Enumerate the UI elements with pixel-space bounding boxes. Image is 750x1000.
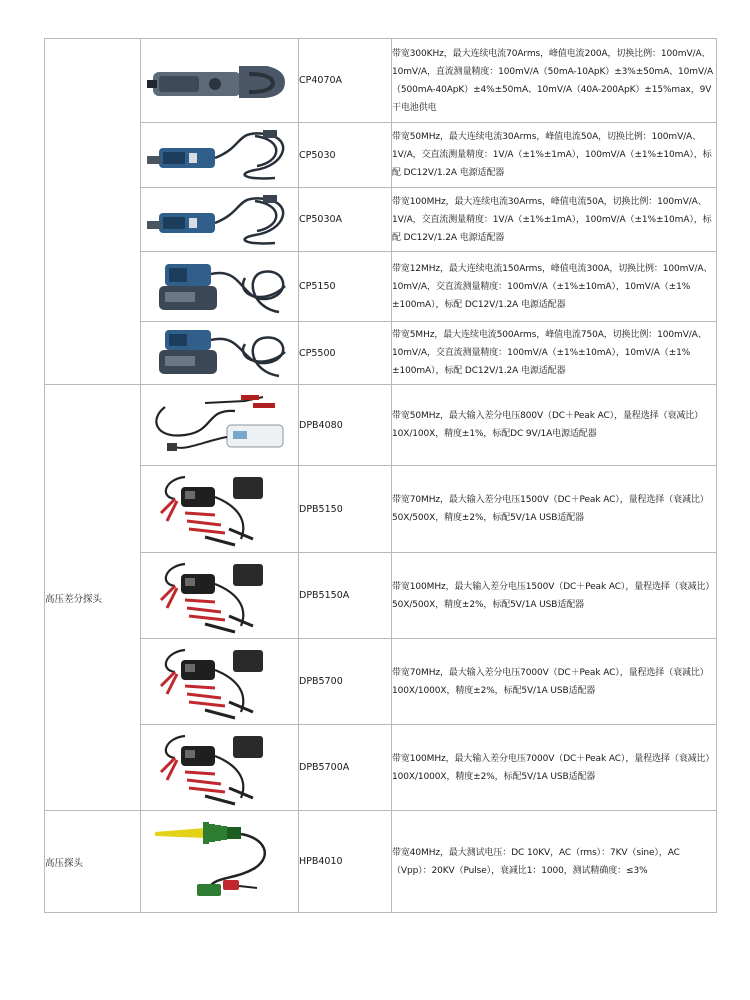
differential-probe-white-icon — [145, 389, 295, 461]
product-image-cell — [141, 553, 299, 639]
model-name: CP5030 — [299, 123, 392, 188]
table-row — [45, 639, 717, 725]
spec-description: 带宽70MHz，最大输入差分电压7000V（DC＋Peak AC），量程选择（衰减比）100X/1000X，精度±2%，标配5V/1A USB适配器 — [392, 639, 717, 725]
differential-probe-black-icon — [145, 642, 295, 722]
model-name: CP5030A — [299, 188, 392, 252]
current-probe-with-cable-icon — [145, 191, 295, 249]
spec-description: 带宽100MHz，最大输入差分电压1500V（DC＋Peak AC），量程选择（衰减比）50X/500X，精度±2%，标配5V/1A USB适配器 — [392, 553, 717, 639]
model-name: CP5500 — [299, 322, 392, 385]
spec-description: 带宽100MHz，最大连续电流30Arms，峰值电流50A，切换比例：100mV/A、1V/A，交直流测量精度：1V/A（±1%±1mA），100mV/A（±1%±10mA），标配 DC12V/1.2A 电源适配器 — [392, 188, 717, 252]
current-clamp-probe-large-icon — [145, 46, 295, 116]
spec-description: 带宽50MHz，最大输入差分电压800V（DC＋Peak AC），量程选择（衰减比）10X/100X，精度±1%，标配DC 9V/1A电源适配器 — [392, 385, 717, 466]
spec-description: 带宽70MHz，最大输入差分电压1500V（DC＋Peak AC），量程选择（衰减比）50X/500X，精度±2%，标配5V/1A USB适配器 — [392, 466, 717, 553]
high-current-probe-icon — [145, 256, 295, 318]
spec-description: 带宽50MHz，最大连续电流30Arms，峰值电流50A，切换比例：100mV/A、1V/A，交直流测量精度：1V/A（±1%±1mA），100mV/A（±1%±10mA），标配 DC12V/1.2A 电源适配器 — [392, 123, 717, 188]
spec-description: 带宽300KHz，最大连续电流70Arms，峰值电流200A，切换比例：100mV/A、10mV/A，直流测量精度：100mV/A（50mA-10ApK）±3%±50mA、10mV/A（500mA-40ApK）±4%±50mA、10mV/A（40A-200ApK）±15%max，9V干电池供电 — [392, 39, 717, 123]
differential-probe-black-icon — [145, 556, 295, 636]
differential-probe-black-icon — [145, 728, 295, 808]
product-image-cell — [141, 322, 299, 385]
category-cell — [45, 39, 141, 385]
high-current-probe-icon — [145, 324, 295, 382]
spec-description: 带宽12MHz，最大连续电流150Arms，峰值电流300A，切换比例：100mV/A、10mV/A，交直流测量精度：100mV/A（±1%±10mA），10mV/A（±1%±100mA），标配 DC12V/1.2A 电源适配器 — [392, 252, 717, 322]
product-image-cell — [141, 811, 299, 913]
spec-description: 带宽40MHz，最大测试电压：DC 10KV，AC（rms）：7KV（sine），AC（Vpp）：20KV（Pulse），衰减比1：1000，测试精确度：≤3% — [392, 811, 717, 913]
table-row — [45, 811, 717, 913]
table-row — [45, 123, 717, 188]
table-row — [45, 553, 717, 639]
product-image-cell — [141, 466, 299, 553]
table-row — [45, 188, 717, 252]
spec-description: 带宽100MHz，最大输入差分电压7000V（DC＋Peak AC），量程选择（衰减比）100X/1000X，精度±2%，标配5V/1A USB适配器 — [392, 725, 717, 811]
product-image-cell — [141, 123, 299, 188]
table-row — [45, 252, 717, 322]
product-spec-table — [44, 38, 717, 913]
high-voltage-probe-icon — [145, 816, 295, 908]
product-image-cell — [141, 39, 299, 123]
model-name: DPB4080 — [299, 385, 392, 466]
model-name: DPB5150A — [299, 553, 392, 639]
model-name: CP4070A — [299, 39, 392, 123]
category-cell: 高压差分探头 — [45, 385, 141, 811]
differential-probe-black-icon — [145, 469, 295, 549]
product-image-cell — [141, 639, 299, 725]
model-name: DPB5700A — [299, 725, 392, 811]
spec-description: 带宽5MHz，最大连续电流500Arms，峰值电流750A，切换比例：100mV/A、10mV/A，交直流测量精度：100mV/A（±1%±10mA），10mV/A（±1%±100mA），标配 DC12V/1.2A 电源适配器 — [392, 322, 717, 385]
table-row — [45, 39, 717, 123]
table-row — [45, 725, 717, 811]
category-cell: 高压探头 — [45, 811, 141, 913]
current-probe-with-cable-icon — [145, 126, 295, 184]
model-name: DPB5700 — [299, 639, 392, 725]
model-name: HPB4010 — [299, 811, 392, 913]
product-image-cell — [141, 252, 299, 322]
table-row — [45, 466, 717, 553]
table-row — [45, 322, 717, 385]
model-name: CP5150 — [299, 252, 392, 322]
table-row — [45, 385, 717, 466]
model-name: DPB5150 — [299, 466, 392, 553]
product-image-cell — [141, 725, 299, 811]
product-image-cell — [141, 385, 299, 466]
product-image-cell — [141, 188, 299, 252]
